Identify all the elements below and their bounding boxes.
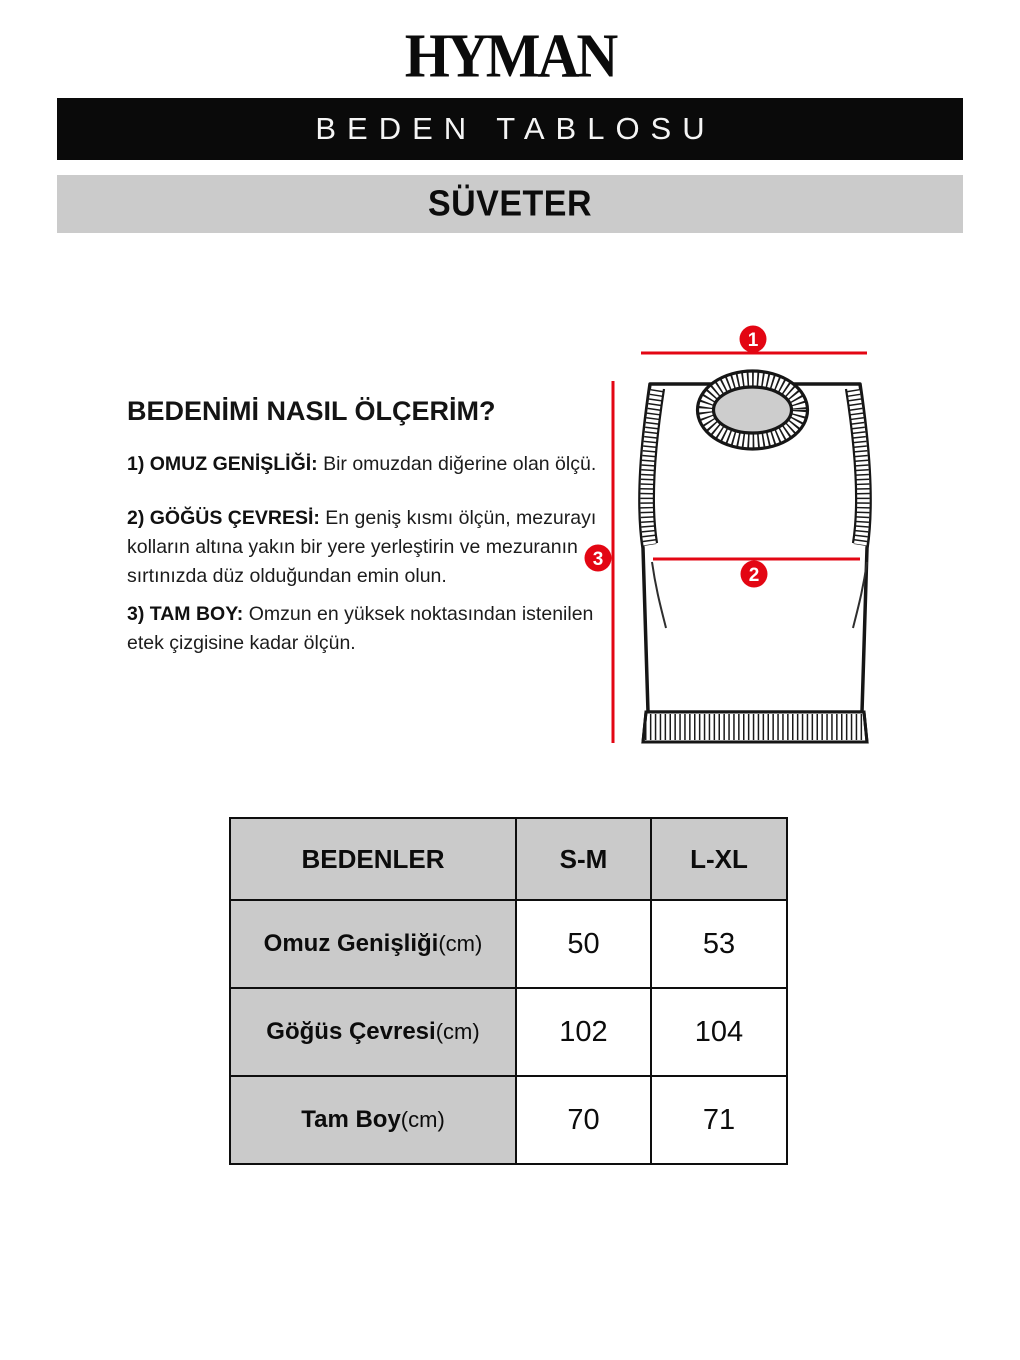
marker-1-number: 1: [747, 330, 759, 351]
howto-item-label: 3) TAM BOY:: [127, 603, 244, 625]
product-banner-label: SÜVETER: [427, 183, 593, 224]
brand-logo: HYMAN: [404, 20, 616, 91]
table-row-chest: [230, 988, 787, 1076]
row-label: Göğüs Çevresi: [266, 1018, 436, 1045]
marker-3-number: 3: [592, 549, 604, 570]
marker-2-number: 2: [748, 565, 760, 586]
marker-2: [741, 561, 768, 588]
value-cell: 104: [651, 988, 787, 1076]
row-label-cell: [230, 900, 516, 988]
howto-item-text: Bir omuzdan diğerine olan ölçü.: [317, 453, 597, 475]
row-label-cell: [230, 988, 516, 1076]
row-unit: (cm): [435, 1019, 480, 1044]
howto-item-label: 2) GÖĞÜS ÇEVRESİ:: [127, 507, 320, 529]
vest-measurement-diagram: [580, 300, 900, 770]
howto-item-text: Omzun en yüksek noktasından istenilen etek çizgisine kadar ölçün.: [127, 603, 594, 654]
howto-item-chest: [127, 504, 609, 591]
table-row-shoulder: [230, 900, 787, 988]
row-label-cell: [230, 1076, 516, 1164]
value-cell: 71: [651, 1076, 787, 1164]
howto-item-shoulder: [127, 450, 609, 479]
row-label: Omuz Genişliği: [263, 930, 439, 957]
row-unit: (cm): [438, 931, 483, 956]
howto-item-text: En geniş kısmı ölçün, mezurayı kolların altına yakın bir yere yerleştirin ve mezuranın sırtınızda düz olduğundan emin olun.: [127, 507, 597, 587]
size-table-banner-label: BEDEN TABLOSU: [315, 111, 716, 146]
howto-item-length: [127, 600, 609, 658]
howto-title: BEDENİMİ NASIL ÖLÇERİM?: [127, 396, 496, 426]
value-cell: 102: [516, 988, 651, 1076]
marker-1: [740, 326, 767, 353]
row-unit: (cm): [400, 1107, 445, 1132]
header-cell-sizes: BEDENLER: [230, 818, 516, 900]
hem-band: [643, 712, 867, 742]
size-table: [229, 817, 788, 1165]
size-table-header-row: [230, 818, 787, 900]
marker-3: [585, 545, 612, 572]
value-cell: 53: [651, 900, 787, 988]
product-banner: [57, 175, 963, 233]
table-row-length: [230, 1076, 787, 1164]
value-cell: 70: [516, 1076, 651, 1164]
value-cell: 50: [516, 900, 651, 988]
size-table-banner: [57, 98, 963, 160]
header-cell-lxl: L-XL: [651, 818, 787, 900]
row-label: Tam Boy: [301, 1106, 401, 1133]
header-cell-sm: S-M: [516, 818, 651, 900]
howto-item-label: 1) OMUZ GENİŞLİĞİ:: [127, 453, 318, 475]
